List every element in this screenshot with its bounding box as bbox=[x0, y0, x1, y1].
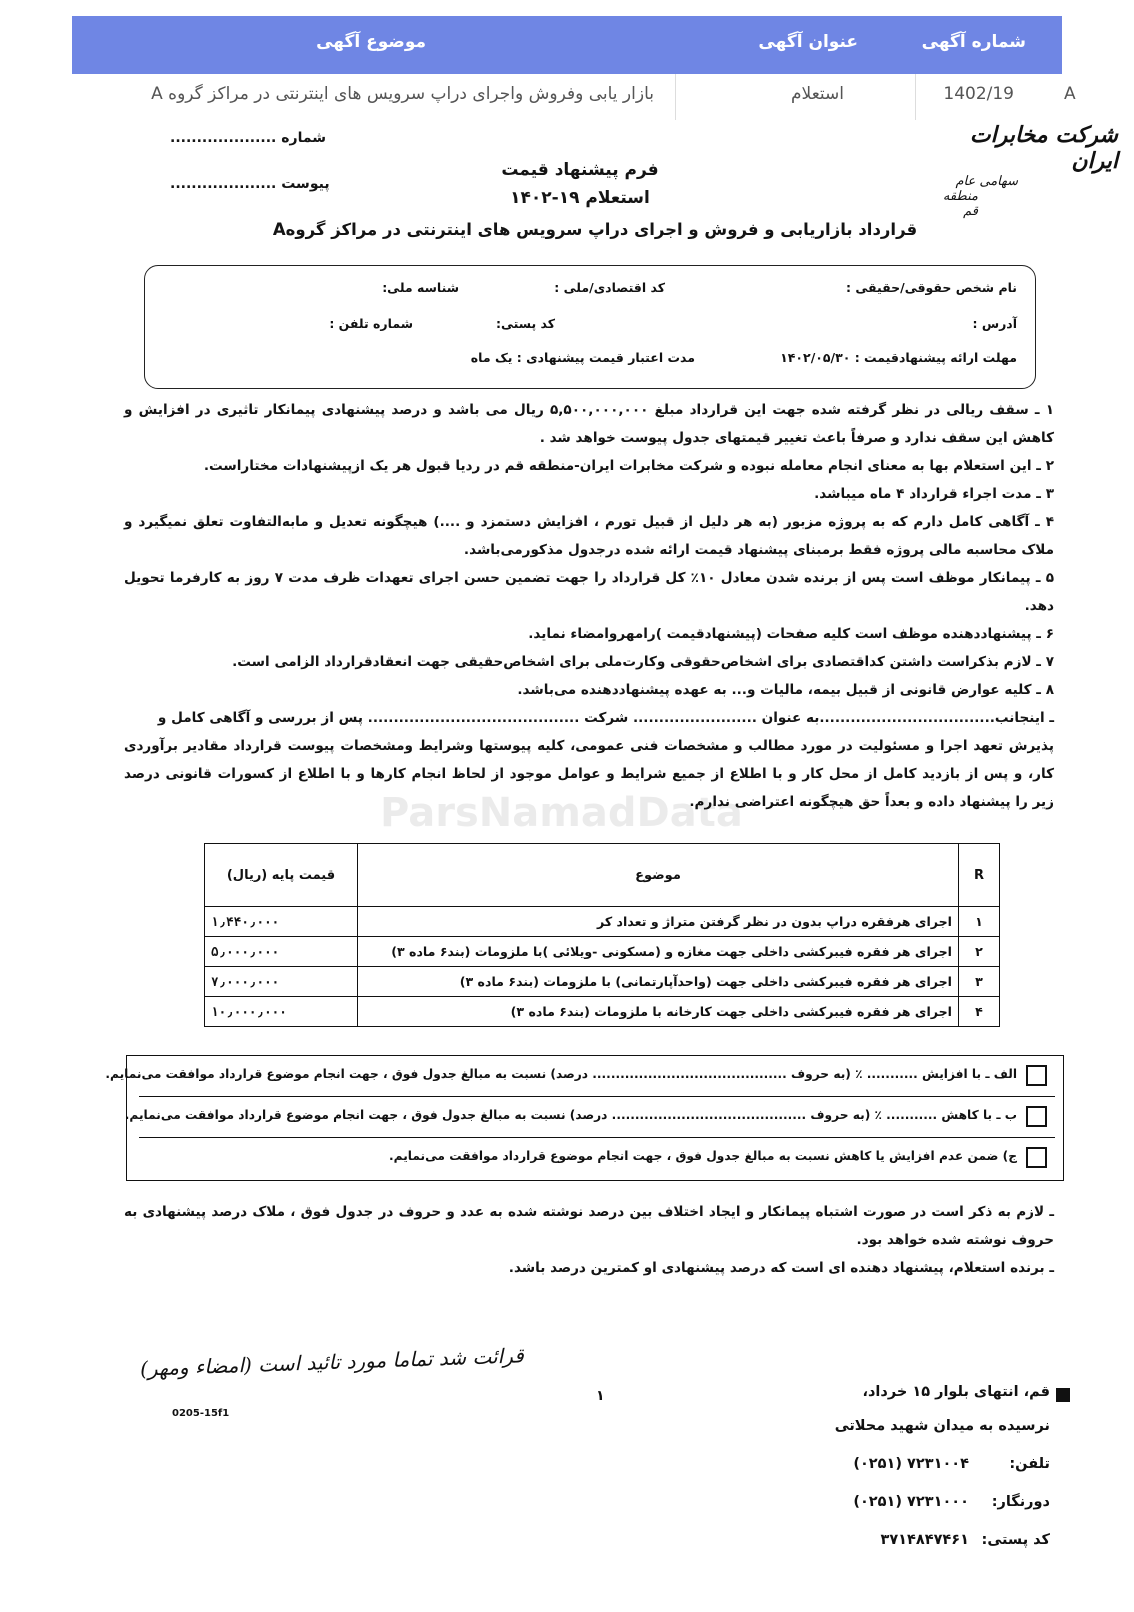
table-row bbox=[205, 907, 1000, 937]
bidder-info-box bbox=[144, 265, 1036, 389]
clause-8: ۸ ـ کلیه عوارض قانونی از قبیل بیمه، مالیات و... به عهده پیشنهاددهنده می‌باشد. bbox=[517, 682, 1054, 698]
row-subject: اجرای هر فقره فیبرکشی داخلی جهت مغازه و (مسکونی -ویلائی )با ملزومات (بند۶ ماده ۳) bbox=[358, 937, 959, 967]
address-label: آدرس : bbox=[972, 316, 1017, 331]
postal-code-label: کد پستی: bbox=[495, 316, 555, 331]
note-2: ـ برنده استعلام، پیشنهاد دهنده ای است که درصد پیشنهادی او کمترین درصد باشد. bbox=[508, 1260, 1054, 1276]
clause-1: ۱ ـ سقف ریالی در نظر گرفته شده جهت این قرارداد مبلغ ۵,۵۰۰,۰۰۰,۰۰۰ ریال می باشد و درصد پیشنهادی پیمانکار تاثیری در افزایش و کاهش این سقف ندارد و صرفاً باعث تغییر قیمتهای جدول پیوست خواهد شد . bbox=[124, 402, 1054, 446]
option-no-change-text: ج) ضمن عدم افزایش یا کاهش نسبت به مبالغ جدول فوق ، جهت انجام موضوع قرارداد موافقت می‌نمایم. bbox=[389, 1149, 1017, 1163]
inquiry-number: استعلام ۱۹-۱۴۰۲ bbox=[510, 188, 650, 208]
table-row bbox=[205, 997, 1000, 1027]
fax-value: ۷۲۳۱۰۰۰ (۰۲۵۱) bbox=[853, 1494, 969, 1510]
declaration-text: پذیرش تعهد اجرا و مسئولیت در مورد مطالب و مشخصات فنی عمومی، کلیه پیوستها وشرایط ومشخصات پیوست قرارداد مقادیر برآوردی کار، و پس از بازدید کامل از محل کار و با اطلاع از جمیع شرایط و عوامل موجود از لحاظ انجام کارها و با اطلاع از کسورات قانونی درصد زیر را پیشنهاد داده و بعداً حق هیچگونه اعتراضی ندارم. bbox=[124, 738, 1054, 810]
row-subject: اجرای هرفقره دراپ بدون در نظر گرفتن متراژ و تعداد کر bbox=[358, 907, 959, 937]
row-price: ۱٫۴۴۰٫۰۰۰ bbox=[205, 907, 358, 937]
clause-7: ۷ ـ لازم بذکراست داشتن کداقتصادی برای اشخاص‌حقوقی وکارت‌ملی برای اشخاص‌حقیقی جهت انعقادقرارداد الزامی است. bbox=[232, 654, 1054, 670]
contract-title: قرارداد بازاریابی و فروش و اجرای دراپ سرویس های اینترنتی در مراکز گروهA bbox=[272, 220, 918, 239]
handwritten-approval: قرائت شد تماما مورد تائید است (امضاء ومهر) bbox=[139, 1343, 525, 1381]
no-change-checkbox[interactable] bbox=[1026, 1147, 1047, 1168]
col-title-label: عنوان آگهی bbox=[758, 32, 858, 52]
clause-3: ۳ ـ مدت اجراء قرارداد ۴ ماه میباشد. bbox=[814, 486, 1054, 502]
logo-line1: شرکت مخابرات ایران bbox=[969, 122, 1118, 174]
row-price: ۷٫۰۰۰٫۰۰۰ bbox=[205, 967, 358, 997]
option-no-change bbox=[139, 1138, 1055, 1178]
table-header-row bbox=[205, 844, 1000, 907]
row-price: ۱۰٫۰۰۰٫۰۰۰ bbox=[205, 997, 358, 1027]
number-field: شماره .................... bbox=[170, 130, 326, 146]
header-subject: موضوع bbox=[358, 844, 959, 907]
form-title: فرم پیشنهاد قیمت bbox=[501, 160, 659, 180]
fax-label: دورنگار: bbox=[991, 1494, 1050, 1510]
bullet-square-icon bbox=[1056, 1388, 1070, 1402]
phone-footer-label: تلفن: bbox=[1009, 1456, 1050, 1472]
announcement-subject[interactable]: بازار یابی وفروش واجرای دراپ سرویس های اینترنتی در مراکز گروه A bbox=[151, 84, 654, 104]
table-row bbox=[205, 967, 1000, 997]
option-decrease-text: ب ـ با کاهش ........... ٪ (به حروف .......................................... درصد) نسبت به مبالغ جدول فوق ، جهت انجام موضوع قرارداد موافقت می‌نمایم. bbox=[124, 1108, 1017, 1122]
decrease-checkbox[interactable] bbox=[1026, 1106, 1047, 1127]
page-number: ۱ bbox=[596, 1388, 605, 1404]
edge-letter: A bbox=[1064, 84, 1076, 104]
announcement-title[interactable]: استعلام bbox=[791, 84, 844, 104]
address-line2: نرسیده به میدان شهید محلاتی bbox=[834, 1418, 1050, 1434]
economic-code-label: کد اقتصادی/ملی : bbox=[554, 280, 665, 295]
national-id-label: شناسه ملی: bbox=[382, 280, 459, 295]
row-index: ۴ bbox=[959, 997, 1000, 1027]
phone-label: شماره تلفن : bbox=[329, 316, 413, 331]
deadline-label: مهلت ارائه پیشنهادقیمت : ۱۴۰۲/۰۵/۳۰ bbox=[780, 350, 1017, 365]
note-1: ـ لازم به ذکر است در صورت اشتباه پیمانکار و ایجاد اختلاف بین درصد نوشته شده به عدد و حروف در جدول فوق ، ملاک درصد پیشنهادی به حروف نوشته شده خواهد بود. bbox=[124, 1204, 1054, 1248]
price-table bbox=[204, 843, 1000, 1027]
clause-4: ۴ ـ آگاهی کامل دارم که به پروژه مزبور (به هر دلیل از قبیل تورم ، افزایش دستمزد و ....) هیچگونه تعدیل و مابه‌التفاوت تعلق نمیگیرد و ملاک محاسبه مالی پروژه فقط برمبنای پیشنهاد قیمت ارائه شده درجدول مذکورمی‌باشد. bbox=[124, 514, 1054, 558]
options-box bbox=[105, 1055, 1064, 1181]
logo-line3: منطقه قم bbox=[942, 189, 978, 219]
row-index: ۱ bbox=[959, 907, 1000, 937]
announcement-header bbox=[72, 16, 1062, 74]
row-index: ۲ bbox=[959, 937, 1000, 967]
clause-5: ۵ ـ پیمانکار موظف است پس از برنده شدن معادل ۱۰٪ کل قرارداد را جهت تضمین حسن اجرای تعهدات ظرف مدت ۷ روز به کارفرما تحویل دهد. bbox=[124, 570, 1054, 614]
person-name-label: نام شخص حقوقی/حقیقی : bbox=[846, 280, 1017, 295]
option-increase-text: الف ـ با افزایش ........... ٪ (به حروف .......................................... درصد) نسبت به مبالغ جدول فوق ، جهت انجام موضوع قرارداد موافقت می‌نمایم. bbox=[105, 1067, 1017, 1081]
header-r: R bbox=[959, 844, 1000, 907]
company-logo bbox=[928, 122, 1118, 219]
announcement-number[interactable]: 1402/19 bbox=[943, 84, 1014, 104]
table-row bbox=[205, 937, 1000, 967]
option-decrease bbox=[124, 1097, 1055, 1138]
col-number-label: شماره آگهی bbox=[921, 32, 1026, 52]
increase-checkbox[interactable] bbox=[1026, 1065, 1047, 1086]
address-line1: قم، انتهای بلوار ۱۵ خرداد، bbox=[862, 1384, 1050, 1400]
postal-footer-label: کد پستی: bbox=[981, 1532, 1050, 1548]
header-price: قیمت پایه (ریال) bbox=[205, 844, 358, 907]
phone-footer-value: ۷۲۳۱۰۰۴ (۰۲۵۱) bbox=[853, 1456, 969, 1472]
logo-line2: سهامی عام bbox=[955, 174, 1018, 189]
clause-6: ۶ ـ پیشنهاددهنده موظف است کلیه صفحات (پیشنهادقیمت )رامهروامضاء نماید. bbox=[528, 626, 1054, 642]
row-subject: اجرای هر فقره فیبرکشی داخلی جهت (واحدآپارتمانی) با ملزومات (بند۶ ماده ۳) bbox=[358, 967, 959, 997]
row-price: ۵٫۰۰۰٫۰۰۰ bbox=[205, 937, 358, 967]
postal-footer-value: ۳۷۱۴۸۴۷۴۶۱ bbox=[880, 1532, 969, 1548]
row-subject: اجرای هر فقره فیبرکشی داخلی جهت کارخانه با ملزومات (بند۶ ماده ۳) bbox=[358, 997, 959, 1027]
watermark: ParsNamadData bbox=[380, 790, 743, 836]
form-code: 0205-15f1 bbox=[172, 1408, 230, 1419]
declaration-line: ـ اینجانب..................................به عنوان ........................ شرکت ......................................... پس از بررسی و آگاهی کامل و bbox=[157, 710, 1054, 726]
announcement-row bbox=[72, 74, 1062, 120]
attachment-field: پیوست .................... bbox=[170, 176, 330, 192]
row-index: ۳ bbox=[959, 967, 1000, 997]
clause-2: ۲ ـ این استعلام بها به معنای انجام معامله نبوده و شرکت مخابرات ایران-منطقه قم در ردیا قبول هر یک ازپیشنهادات مختاراست. bbox=[203, 458, 1054, 474]
validity-label: مدت اعتبار قیمت پیشنهادی : یک ماه bbox=[470, 350, 695, 365]
col-subject-label: موضوع آگهی bbox=[316, 32, 426, 52]
option-increase bbox=[105, 1056, 1055, 1097]
